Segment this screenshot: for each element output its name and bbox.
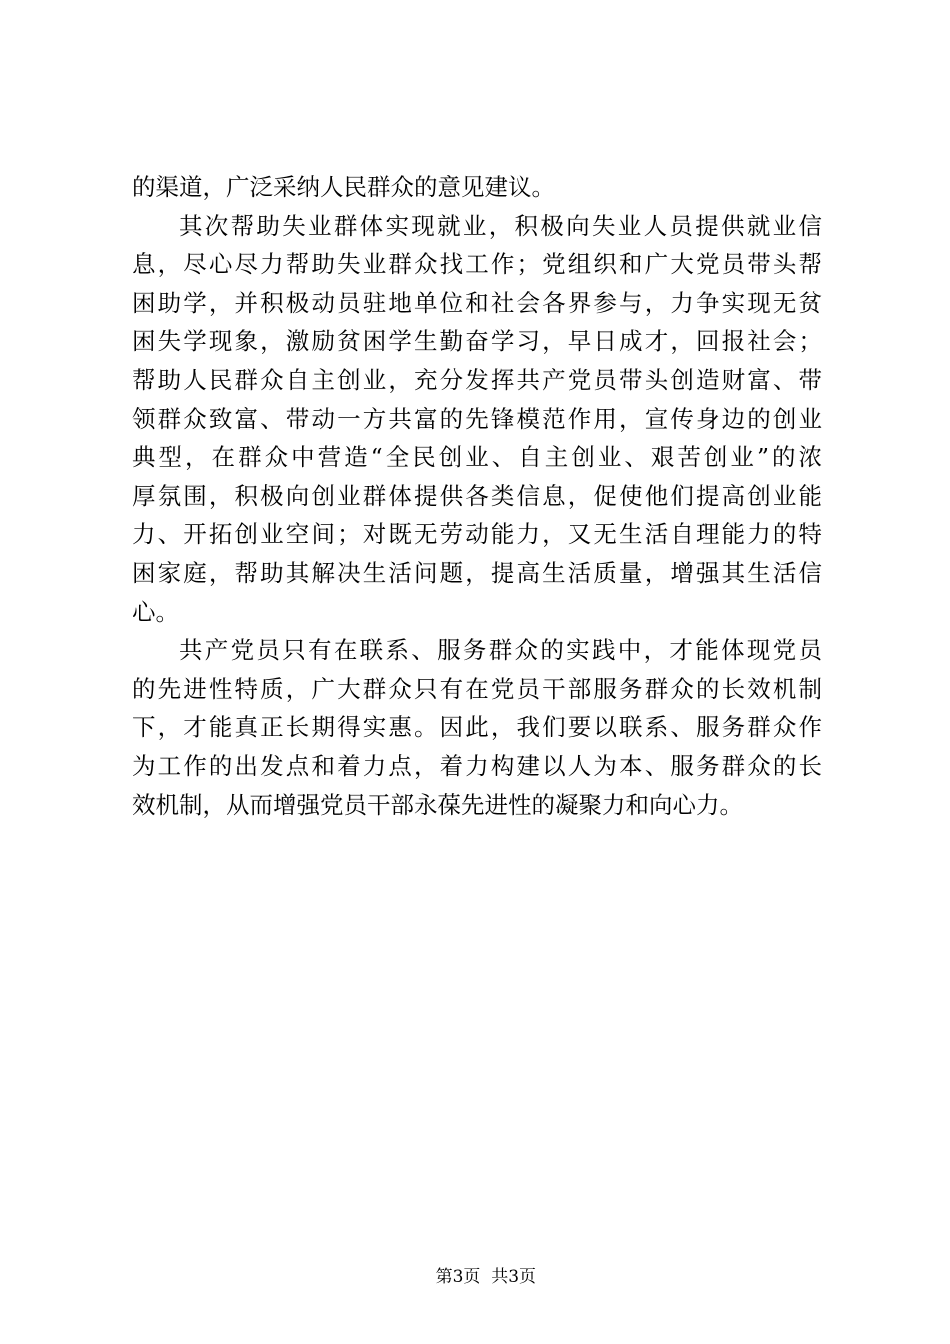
- text-line: 共产党员只有在联系、服务群众的实践中，才能体现党员: [179, 636, 822, 665]
- text-line: 力、开拓创业空间；对既无劳动能力，又无生活自理能力的特: [132, 520, 822, 549]
- text-line: 息，尽心尽力帮助失业群众找工作；党组织和广大党员带头帮: [132, 250, 822, 279]
- text-line: 的渠道，广泛采纳人民群众的意见建议。: [132, 173, 555, 201]
- text-line: 为工作的出发点和着力点，着力构建以人为本、服务群众的长: [132, 751, 822, 780]
- page-footer: [0, 1244, 950, 1310]
- text-line: 典型，在群众中营造“全民创业、自主创业、艰苦创业”的浓: [132, 443, 822, 472]
- text-line: 困家庭，帮助其解决生活问题，提高生活质量，增强其生活信: [132, 558, 822, 587]
- text-line: 困失学现象，激励贫困学生勤奋学习，早日成才，回报社会；: [132, 327, 822, 356]
- text-line: 效机制，从而增强党员干部永葆先进性的凝聚力和向心力。: [132, 790, 743, 819]
- text-line: 其次帮助失业群体实现就业，积极向失业人员提供就业信: [179, 211, 822, 240]
- text-line: 困助学，并积极动员驻地单位和社会各界参与，力争实现无贫: [132, 288, 822, 317]
- text-line: 帮助人民群众自主创业，充分发挥共产党员带头创造财富、带: [132, 365, 822, 394]
- text-line: 心。: [132, 597, 179, 626]
- document-body: [132, 168, 822, 824]
- text-line: 的先进性特质，广大群众只有在党员干部服务群众的长效机制: [132, 674, 822, 703]
- text-line: 厚氛围，积极向创业群体提供各类信息，促使他们提高创业能: [132, 481, 822, 510]
- text-line: 领群众致富、带动一方共富的先锋模范作用，宣传身边的创业: [132, 404, 822, 433]
- text-line: 下，才能真正长期得实惠。因此，我们要以联系、服务群众作: [132, 713, 822, 742]
- page-number-label: 第3页 共3页: [435, 1267, 537, 1287]
